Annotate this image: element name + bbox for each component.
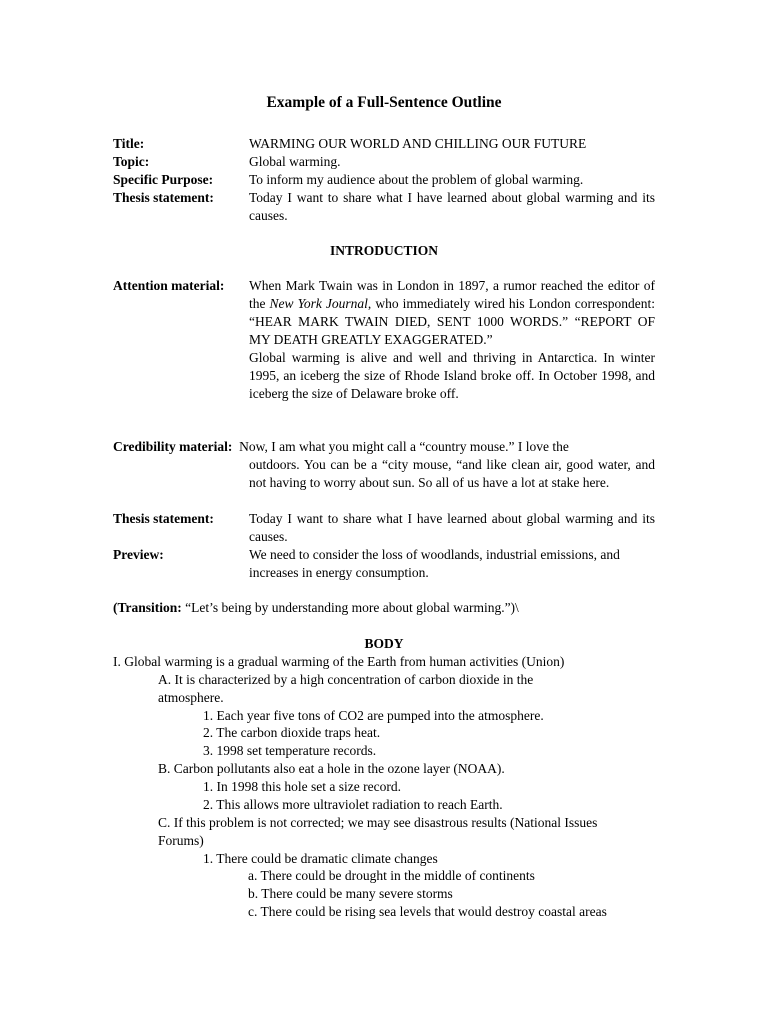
attention-text-b: , who immediately wired his London correspondent: “HEAR MARK TWAIN DIED, SENT 1000 WORDS.” “REPORT OF MY DEATH GREATLY EXAGGERATED.” — [249, 296, 655, 347]
body-point-C1c: c. There could be rising sea levels that would destroy coastal areas — [248, 904, 607, 919]
credibility-label: Credibility material: — [113, 439, 233, 454]
credibility-first-line — [113, 438, 655, 456]
body-point-B: B. Carbon pollutants also eat a hole in the ozone layer (NOAA). — [158, 761, 505, 776]
thesis2-label: Thesis statement: — [113, 511, 214, 526]
document-title: Example of a Full-Sentence Outline — [266, 94, 502, 111]
title-value: WARMING OUR WORLD AND CHILLING OUR FUTURE — [249, 136, 587, 151]
body-point-C-cont: Forums) — [158, 833, 204, 848]
thesis2-value: Today I want to share what I have learned about global warming and its causes. — [249, 511, 655, 544]
preview-value: We need to consider the loss of woodlands, industrial emissions, and increases in energy consumption. — [249, 547, 620, 580]
introduction-heading: INTRODUCTION — [329, 243, 438, 258]
body-point-B2: 2. This allows more ultraviolet radiation to reach Earth. — [203, 797, 503, 812]
attention-text-a: When Mark Twain was in London in 1897, a rumor reached the editor of the — [249, 278, 655, 311]
transition-text: “Let’s being by understanding more about global warming.”)\ — [181, 600, 519, 615]
transition-label: (Transition: — [113, 600, 182, 615]
body-heading: BODY — [364, 636, 404, 651]
attention-text — [249, 277, 655, 403]
credibility-line1: Now, I am what you might call a “country mouse.” I love the — [239, 439, 569, 454]
newspaper-name: New York Journal — [269, 296, 368, 311]
body-point-C1: 1. There could be dramatic climate changes — [203, 851, 438, 866]
specific-purpose-label: Specific Purpose: — [113, 172, 214, 187]
body-point-C1a: a. There could be drought in the middle of continents — [248, 868, 535, 883]
body-point-A-cont: atmosphere. — [158, 690, 224, 705]
thesis-label: Thesis statement: — [113, 190, 214, 205]
transition-line — [113, 599, 673, 617]
body-point-C1b: b. There could be many severe storms — [248, 886, 453, 901]
body-point-A1: 1. Each year five tons of CO2 are pumped into the atmosphere. — [203, 708, 544, 723]
topic-label: Topic: — [113, 154, 150, 169]
body-point-B1: 1. In 1998 this hole set a size record. — [203, 779, 401, 794]
credibility-rest: outdoors. You can be a “city mouse, “and like clean air, good water, and not having to worry about sun. So all of us have a lot at stake here. — [249, 457, 655, 490]
preview-label: Preview: — [113, 547, 164, 562]
topic-value: Global warming. — [249, 154, 341, 169]
body-point-I: I. Global warming is a gradual warming of the Earth from human activities (Union) — [113, 654, 565, 669]
attention-paragraph-2: Global warming is alive and well and thriving in Antarctica. In winter 1995, an iceberg the size of Rhode Island broke off. In October 1998, and iceberg the size of Delaware broke off. — [249, 350, 655, 401]
body-point-A2: 2. The carbon dioxide traps heat. — [203, 725, 381, 740]
credibility-block — [113, 438, 655, 492]
title-label: Title: — [113, 136, 145, 151]
attention-paragraph-1 — [249, 277, 655, 349]
body-point-A: A. It is characterized by a high concentration of carbon dioxide in the — [158, 672, 534, 687]
thesis-value: Today I want to share what I have learned about global warming and its causes. — [249, 190, 655, 223]
attention-label: Attention material: — [113, 278, 225, 293]
body-point-C: C. If this problem is not corrected; we may see disastrous results (National Issues — [158, 815, 598, 830]
specific-purpose-value: To inform my audience about the problem of global warming. — [249, 172, 584, 187]
body-point-A3: 3. 1998 set temperature records. — [203, 743, 377, 758]
